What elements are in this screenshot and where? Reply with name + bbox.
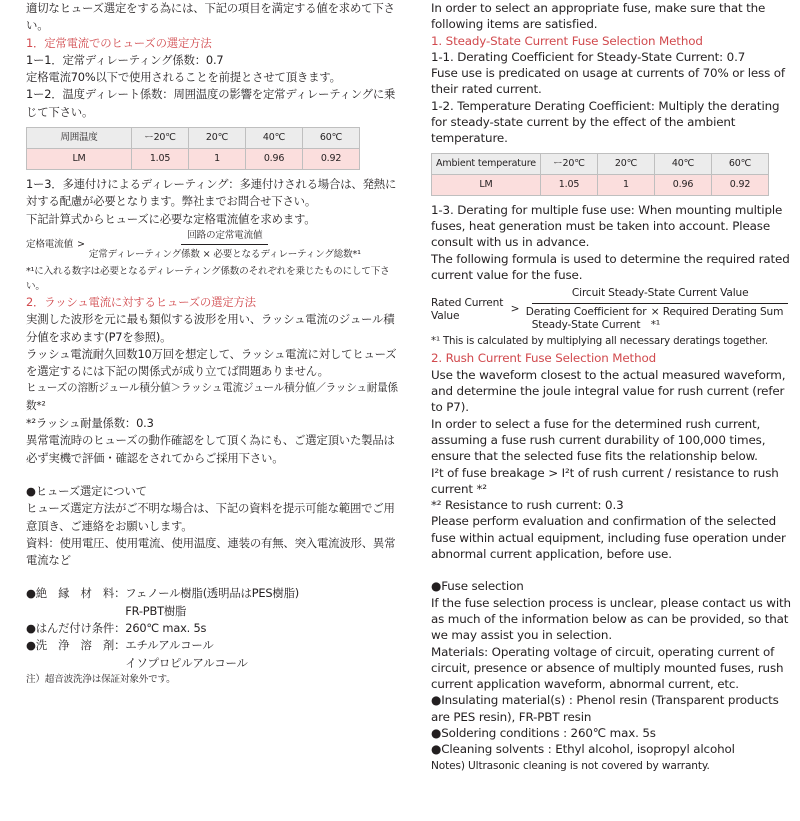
jp-section1-2: 1ー2．温度ディレート係数：周囲温度の影響を定常ディレーティングに乗じて下さい。 [26, 87, 396, 119]
en-section2-p5: Please perform evaluation and confirmation of the selected fuse within actual equipment, including fuse operation under abnormal current application, before use. [431, 514, 786, 562]
jp-section2-heading: 2．ラッシュ電流に対するヒューズの選定方法 [26, 294, 256, 309]
en-spec-insulating: ●Insulating material(s) : Phenol resin (Transparent products are PES resin), FR-PBT resin [431, 693, 779, 724]
en-spec-soldering: ●Soldering conditions : 260℃ max. 5s [431, 725, 656, 740]
table-header-cell: 60℃ [303, 128, 360, 149]
en-note: Notes) Ultrasonic cleaning is not covered by warranty. [431, 759, 710, 772]
formula-fraction [89, 228, 361, 262]
jp-spec-insulating [26, 585, 398, 620]
en-section2-p4: *² Resistance to rush current: 0.3 [431, 498, 624, 513]
spec-value: 260℃ max. 5s [125, 621, 207, 636]
jp-section2-p5: 異常電流時のヒューズの動作確認をして頂く為にも、ご選定頂いた製品は必ず実機で評価・確認をされてからご採用下さい。 [26, 433, 395, 465]
table-row [27, 149, 360, 170]
en-selection-p2: Materials: Operating voltage of circuit, operating current of circuit, presence or absence of multiply mounted fuses, rush current application waveform, abnormal current, etc. [431, 644, 784, 692]
table-cell: 0.92 [712, 174, 769, 195]
jp-intro: 適切なヒューズ選定をする為には、下記の項目を満定する値を求めて下さい。 [26, 1, 395, 33]
jp-spec-soldering [26, 620, 398, 637]
table-header-row [27, 128, 360, 149]
japanese-column [26, 0, 398, 687]
formula-fraction [525, 287, 795, 332]
formula-denominator: Derating Coefficient for Steady-State Current × Required Derating Sum *¹ [525, 306, 784, 332]
table-header-cell: 40℃ [246, 128, 303, 149]
table-row [432, 174, 769, 195]
table-header-cell: 20℃ [189, 128, 246, 149]
en-selection-heading: ●Fuse selection [431, 579, 524, 594]
table-header-row [432, 153, 769, 174]
jp-selection-p2: 資料：使用電圧、使用電流、使用温度、連装の有無、突入電流波形、異常電流など [26, 535, 396, 568]
table-header-cell: 周囲温度 [27, 128, 132, 149]
jp-note: 注）超音波洗浄は保証対象外です。 [26, 673, 176, 685]
en-section2-p3: I²t of fuse breakage > I²t of rush current / resistance to rush current *² [431, 465, 779, 496]
en-section1-1: 1-1. Derating Coefficient for Steady-State Current: 0.7 [431, 49, 746, 64]
jp-section1-3: 1ー3．多連付けによるディレーティング：多連付けされる場合は、発熱に対する配慮が必要となります。弊社までお問合せ下さい。 [26, 177, 397, 209]
table-cell: 1 [598, 174, 655, 195]
jp-section2-p3: ヒューズの溶断ジュール積分値＞ラッシュ電流ジュール積分値／ラッシュ耐量係数*² [26, 382, 398, 412]
jp-section1-1-desc: 定格電流70%以下で使用されることを前提とさせて頂きます。 [26, 70, 341, 85]
formula-denominator: 定常ディレーティング係数 × 必要となるディレーティング総数*¹ [88, 248, 361, 260]
table-header-cell: 20℃ [598, 153, 655, 174]
en-section1-1-desc: Fuse use is predicated on usage at currents of 70% or less of their rated current. [431, 66, 785, 97]
en-section2-heading: 2. Rush Current Fuse Selection Method [431, 351, 656, 366]
en-footnote1: *¹ This is calculated by multiplying all necessary deratings together. [431, 336, 768, 348]
table-header-cell: ー20℃ [541, 153, 598, 174]
en-formula-intro: The following formula is used to determine the required rated current value for the fuse. [431, 251, 790, 282]
jp-formula [26, 228, 398, 262]
table-cell: 1.05 [541, 174, 598, 195]
en-section1-heading: 1. Steady-State Current Fuse Selection Method [431, 33, 703, 48]
en-intro: In order to select an appropriate fuse, make sure that the following items are satisfied. [431, 1, 766, 32]
spec-key: ●絶 縁 材 料： [26, 586, 126, 601]
formula-operator: > [510, 303, 520, 316]
jp-footnote1: *¹に入れる数字は必要となるディレーティング係数のそれぞれを乗じたものにして下さい。 [26, 265, 390, 292]
table-header-cell: ー20℃ [132, 128, 189, 149]
jp-section2-p4: *²ラッシュ耐量係数：0.3 [26, 416, 154, 431]
en-formula [431, 287, 795, 332]
table-cell: LM [432, 174, 541, 195]
jp-selection-p1: ヒューズ選定方法がご不明な場合は、下記の資料を提示可能な範囲でご用意頂き、ご連絡をお願いします。 [26, 501, 395, 533]
jp-formula-intro: 下記計算式からヒューズに必要な定格電流値を求めます。 [26, 211, 316, 226]
formula-numerator: 回路の定常電流値 [181, 228, 268, 245]
english-column [431, 0, 795, 774]
spec-key: ●はんだ付け条件： [26, 621, 126, 636]
en-selection-p1: If the fuse selection process is unclear, please contact us with as much of the information below as can be provided, so that we may assist you in selection. [431, 595, 791, 643]
jp-section2-p1: 実測した波形を元に最も類似する波形を用い、ラッシュ電流のジュール積分値を求めます(P7を参照)。 [26, 312, 395, 344]
jp-selection-heading: ●ヒューズ選定について [26, 483, 147, 498]
jp-section1-1: 1ー1．定常ディレーティング係数：0.7 [26, 52, 224, 67]
en-spec-cleaning: ●Cleaning solvents : Ethyl alcohol, isopropyl alcohol [431, 742, 735, 757]
table-header-cell: 40℃ [655, 153, 712, 174]
table-cell: 1 [189, 149, 246, 170]
jp-section2-p2: ラッシュ電流耐久回数10万回を想定して、ラッシュ電流に対してヒューズを選定するには下記の関係式が成り立てば問題ありません。 [26, 346, 397, 379]
formula-lhs: 定格電流値 [26, 239, 73, 251]
jp-spec-cleaning [26, 637, 398, 672]
table-header-cell: 60℃ [712, 153, 769, 174]
spec-value: フェノール樹脂(透明品はPES樹脂) FR-PBT樹脂 [125, 586, 300, 618]
spec-key: ●洗 浄 溶 剤： [26, 638, 126, 653]
jp-temperature-table [26, 127, 360, 170]
table-cell: 0.96 [655, 174, 712, 195]
formula-lhs: Rated Current Value [431, 296, 504, 322]
en-temperature-table [431, 153, 769, 196]
spec-value: エチルアルコール イソプロピルアルコール [125, 638, 248, 670]
table-cell: LM [27, 149, 132, 170]
formula-operator: > [76, 239, 85, 251]
table-header-cell: Ambient temperature [432, 153, 541, 174]
en-section2-p1: Use the waveform closest to the actual measured waveform, and determine the joule integral value for rush current (refer to P7). [431, 367, 786, 415]
table-cell: 1.05 [132, 149, 189, 170]
en-section2-p2: In order to select a fuse for the determined rush current, assuming a fuse rush current durability of 100,000 times, ensure that the selected fuse fits the relationship below. [431, 416, 766, 464]
jp-section1-heading: 1．定常電流でのヒューズの選定方法 [26, 35, 212, 50]
en-section1-3: 1-3. Derating for multiple fuse use: When mounting multiple fuses, heat generation must be taken into account. Please consult with us in advance. [431, 202, 783, 250]
table-cell: 0.96 [246, 149, 303, 170]
formula-numerator: Circuit Steady-State Current Value [532, 287, 789, 304]
table-cell: 0.92 [303, 149, 360, 170]
en-section1-2: 1-2. Temperature Derating Coefficient: Multiply the derating for steady-state current by the effect of the ambient temperature. [431, 98, 780, 146]
